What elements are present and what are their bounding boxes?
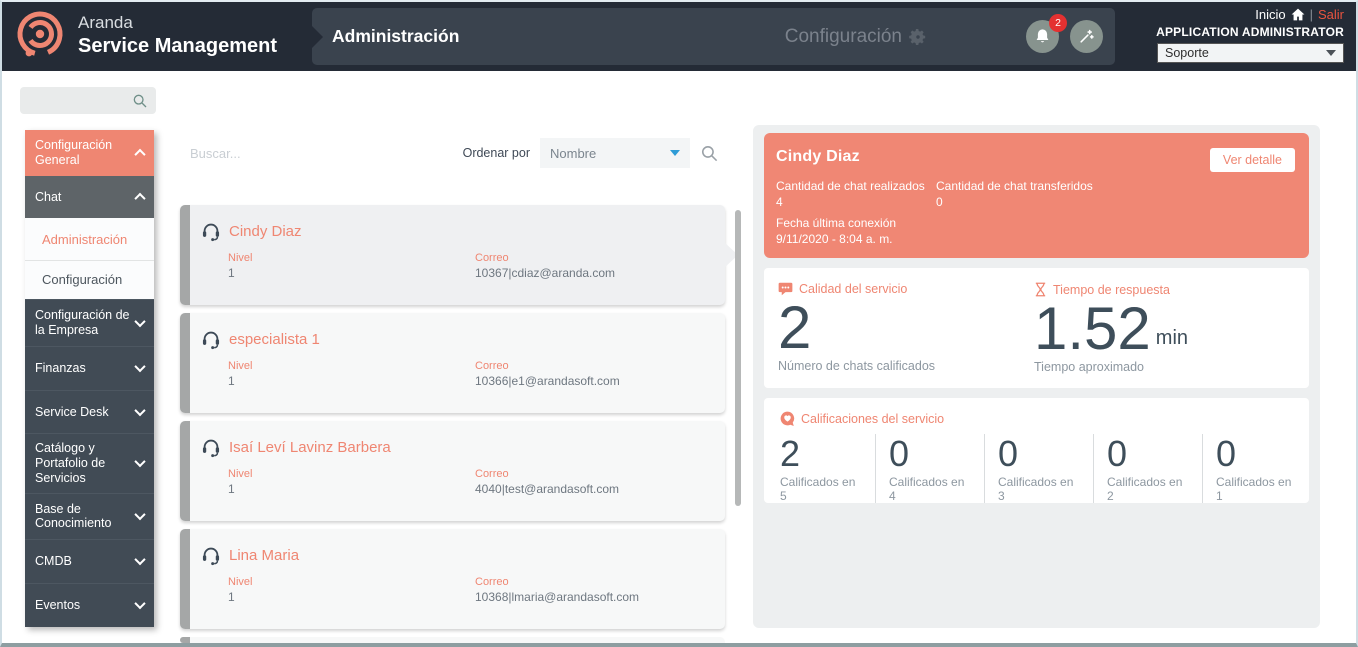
sort-by-label: Ordenar por bbox=[462, 146, 530, 160]
sidebar-item-chat[interactable] bbox=[25, 176, 154, 219]
chats-transferred-label: Cantidad de chat transferidos bbox=[936, 179, 1093, 193]
quality-stat bbox=[764, 282, 1034, 373]
email-label: Correo bbox=[475, 576, 509, 588]
sidebar-item-cmdb[interactable] bbox=[25, 539, 154, 583]
chats-done-value: 4 bbox=[776, 195, 783, 209]
service-stats-card bbox=[764, 268, 1309, 388]
last-connection-label: Fecha última conexión bbox=[776, 216, 897, 230]
rating-label: Calificados en 4 bbox=[889, 474, 965, 503]
email-value: 10366|e1@arandasoft.com bbox=[475, 374, 620, 388]
sort-select-value: Nombre bbox=[550, 145, 597, 161]
project-select[interactable] bbox=[1157, 43, 1344, 63]
assistant-button[interactable] bbox=[1070, 20, 1103, 53]
chevron-down-icon bbox=[134, 316, 145, 327]
email-label: Correo bbox=[475, 360, 509, 372]
sidebar-subitem-configuracion[interactable]: Configuración bbox=[25, 260, 154, 299]
list-scrollbar-thumb[interactable] bbox=[735, 210, 741, 506]
brand-text bbox=[78, 12, 277, 57]
agent-name: Lina Maria bbox=[229, 546, 300, 564]
home-link[interactable]: Inicio bbox=[1255, 7, 1286, 22]
chevron-down-icon bbox=[134, 598, 145, 609]
response-time-value: 1.52 bbox=[1034, 295, 1151, 362]
level-value: 1 bbox=[228, 374, 235, 388]
session-links bbox=[1156, 7, 1344, 22]
email-value: 4040|test@arandasoft.com bbox=[475, 482, 620, 496]
headset-icon bbox=[200, 328, 222, 350]
rating-column bbox=[1216, 434, 1312, 503]
chevron-down-icon bbox=[1326, 50, 1336, 56]
agent-summary-card bbox=[764, 133, 1309, 258]
sidebar-item-eventos[interactable] bbox=[25, 583, 154, 627]
response-time-caption: Tiempo aproximado bbox=[1034, 360, 1145, 374]
heart-bubble-icon bbox=[780, 411, 795, 426]
list-item[interactable] bbox=[180, 421, 725, 521]
level-value: 1 bbox=[228, 266, 235, 280]
sidebar-item-label: Base de Conocimiento bbox=[35, 501, 112, 531]
sidebar-search[interactable] bbox=[20, 87, 156, 114]
sidebar-item-finanzas[interactable] bbox=[25, 346, 154, 390]
rating-column bbox=[998, 434, 1094, 503]
breadcrumb-notch bbox=[312, 26, 323, 48]
agent-detail-panel bbox=[753, 125, 1320, 628]
chevron-up-icon bbox=[134, 193, 145, 204]
quality-title: Calidad del servicio bbox=[799, 282, 908, 296]
agent-name: especialista 1 bbox=[229, 330, 320, 348]
chevron-down-icon bbox=[134, 456, 145, 467]
rating-label: Calificados en 3 bbox=[998, 474, 1074, 503]
brand-line2: Service Management bbox=[78, 34, 277, 57]
sort-select[interactable] bbox=[540, 138, 690, 168]
sidebar-item-label: Eventos bbox=[35, 597, 81, 612]
chats-done-label: Cantidad de chat realizados bbox=[776, 179, 925, 193]
view-detail-button[interactable]: Ver detalle bbox=[1210, 148, 1295, 172]
rating-value: 0 bbox=[998, 433, 1019, 474]
agent-list-toolbar bbox=[180, 138, 725, 168]
home-icon[interactable] bbox=[1291, 8, 1305, 21]
chevron-down-icon bbox=[134, 509, 145, 520]
sidebar-item-configuracion-empresa[interactable] bbox=[25, 299, 154, 346]
chats-transferred-value: 0 bbox=[936, 195, 943, 209]
agent-name: Isaí Leví Lavinz Barbera bbox=[229, 438, 391, 456]
rating-column bbox=[1107, 434, 1203, 503]
configuration-link[interactable] bbox=[785, 8, 927, 65]
notifications-button[interactable] bbox=[1026, 17, 1061, 53]
list-item[interactable] bbox=[180, 205, 725, 305]
list-item-handle bbox=[180, 637, 190, 643]
level-label: Nivel bbox=[228, 468, 253, 480]
chevron-down-icon bbox=[134, 554, 145, 565]
brand-logo bbox=[14, 9, 277, 61]
header-action-icons bbox=[1026, 8, 1103, 65]
sidebar-item-label: Finanzas bbox=[35, 360, 86, 375]
rating-value: 0 bbox=[1107, 433, 1128, 474]
breadcrumb-panel bbox=[312, 8, 1115, 65]
level-label: Nivel bbox=[228, 252, 253, 264]
sidebar-item-label: Configuración General bbox=[35, 138, 113, 167]
project-select-value: Soporte bbox=[1165, 46, 1209, 60]
headset-icon bbox=[200, 436, 222, 458]
chevron-down-icon bbox=[134, 405, 145, 416]
list-item-handle bbox=[180, 313, 190, 413]
response-time-title: Tiempo de respuesta bbox=[1053, 282, 1170, 297]
email-label: Correo bbox=[475, 468, 509, 480]
sidebar-item-service-desk[interactable] bbox=[25, 390, 154, 434]
sidebar-item-configuracion-general[interactable] bbox=[25, 130, 154, 176]
page-title: Administración bbox=[332, 26, 460, 46]
last-connection-value: 9/11/2020 - 8:04 a. m. bbox=[776, 232, 893, 246]
sidebar-item-catalogo[interactable] bbox=[25, 433, 154, 492]
response-time-unit: min bbox=[1155, 327, 1189, 349]
email-value: 10368|lmaria@arandasoft.com bbox=[475, 590, 640, 604]
headset-icon bbox=[200, 544, 222, 566]
sidebar-item-base-conocimiento[interactable] bbox=[25, 493, 154, 540]
chevron-down-icon bbox=[670, 150, 680, 156]
rating-column bbox=[780, 434, 876, 503]
sidebar-subitem-administracion[interactable]: Administración bbox=[25, 218, 154, 260]
list-item[interactable] bbox=[180, 529, 725, 629]
top-bar bbox=[0, 0, 1358, 71]
configuration-label: Configuración bbox=[784, 25, 902, 47]
level-value: 1 bbox=[228, 590, 235, 604]
service-ratings-card bbox=[764, 398, 1309, 503]
rating-value: 0 bbox=[889, 433, 910, 474]
list-item-handle bbox=[180, 529, 190, 629]
level-label: Nivel bbox=[228, 360, 253, 372]
email-value: 10367|cdiaz@aranda.com bbox=[475, 266, 616, 280]
agent-search-input[interactable] bbox=[180, 146, 463, 161]
magic-wand-icon bbox=[1078, 28, 1095, 45]
chevron-down-icon bbox=[134, 361, 145, 372]
sidebar-item-label: Chat bbox=[35, 189, 62, 204]
quality-value: 2 bbox=[778, 294, 812, 361]
bell-icon bbox=[1034, 28, 1051, 45]
quality-caption: Número de chats calificados bbox=[778, 359, 936, 373]
notification-badge: 2 bbox=[1049, 14, 1067, 32]
list-item-partial[interactable] bbox=[180, 637, 725, 643]
level-value: 1 bbox=[228, 482, 235, 496]
link-divider: | bbox=[1309, 7, 1313, 22]
list-item[interactable] bbox=[180, 313, 725, 413]
email-label: Correo bbox=[475, 252, 509, 264]
agent-list bbox=[180, 205, 725, 643]
rating-label: Calificados en 1 bbox=[1216, 474, 1292, 503]
brand-line1: Aranda bbox=[78, 13, 133, 33]
spiral-logo-icon bbox=[14, 9, 66, 61]
level-label: Nivel bbox=[228, 576, 253, 588]
headset-icon bbox=[200, 220, 222, 242]
rating-value: 0 bbox=[1216, 433, 1237, 474]
rating-label: Calificados en 5 bbox=[780, 474, 856, 503]
user-role: APPLICATION ADMINISTRATOR bbox=[1156, 25, 1344, 39]
logout-link[interactable]: Salir bbox=[1317, 7, 1344, 22]
agent-name: Cindy Diaz bbox=[229, 222, 302, 240]
gear-icon bbox=[909, 28, 927, 46]
rating-value: 2 bbox=[780, 433, 801, 474]
sidebar-item-label: Service Desk bbox=[35, 404, 109, 419]
detail-agent-name: Cindy Diaz bbox=[776, 148, 860, 165]
list-item-handle bbox=[180, 421, 190, 521]
sidebar-item-label: CMDB bbox=[35, 554, 72, 568]
response-time-stat bbox=[1034, 282, 1309, 373]
list-item-handle bbox=[180, 205, 190, 305]
sidebar-item-label: Configuración de la Empresa bbox=[35, 308, 130, 337]
sidebar-menu bbox=[25, 130, 154, 627]
rating-label: Calificados en 2 bbox=[1107, 474, 1183, 503]
rating-column bbox=[889, 434, 985, 503]
chevron-up-icon bbox=[134, 149, 145, 160]
ratings-title: Calificaciones del servicio bbox=[801, 411, 945, 426]
sidebar-search-input[interactable] bbox=[20, 93, 132, 108]
search-icon[interactable] bbox=[132, 93, 148, 109]
search-icon bbox=[700, 144, 719, 163]
agent-search-button[interactable] bbox=[700, 144, 719, 163]
user-area bbox=[1156, 7, 1344, 63]
sidebar-item-label: Catálogo y Portafolio de Servicios bbox=[35, 441, 106, 485]
